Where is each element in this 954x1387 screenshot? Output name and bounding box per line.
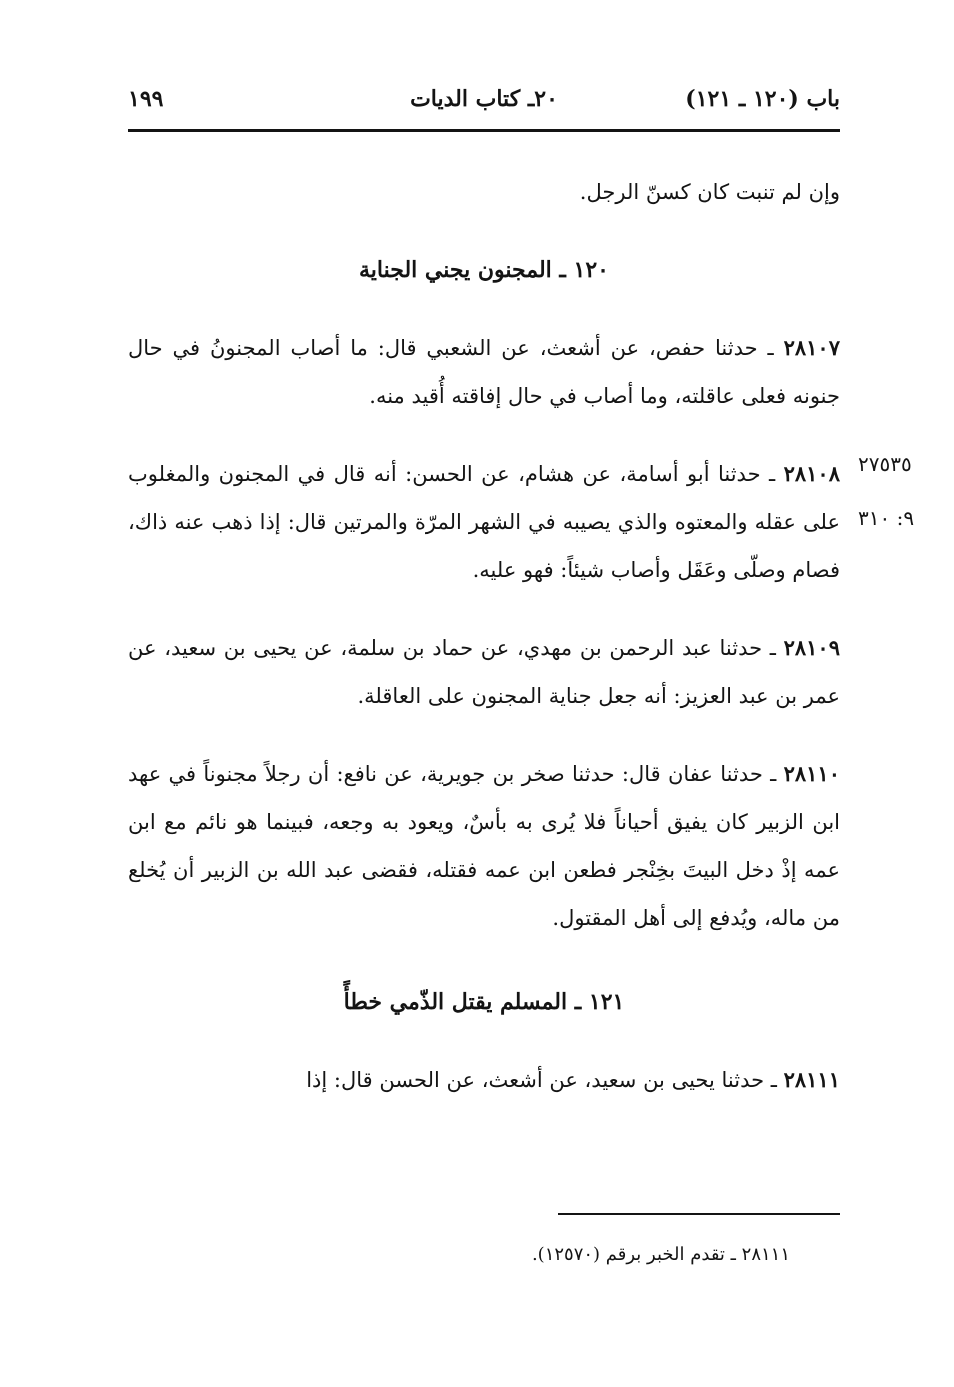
margin-reference-a: ٢٧٥٣٥ xyxy=(858,452,912,476)
header-rule xyxy=(128,129,840,132)
margin-reference-b: ٩: ٣١٠ xyxy=(858,506,915,530)
hadith-28111 xyxy=(128,1056,840,1104)
footnote: ٢٨١١١ ـ تقدم الخبر برقم (١٢٥٧٠). xyxy=(531,1244,790,1265)
hadith-number: ٢٨١٠٨ xyxy=(783,461,840,486)
hadith-28110 xyxy=(128,750,840,942)
hadith-28108 xyxy=(128,450,840,594)
page-number: ١٩٩ xyxy=(128,86,164,112)
section-121-heading: ١٢١ ـ المسلم يقتل الذّمي خطأً xyxy=(343,989,625,1015)
hadith-text: ـ حدثنا حفص، عن أشعث، عن الشعبي قال: ما أصاب المجنونُ في حال جنونه فعلى عاقلته، وما أصاب في حال إفاقته أُقيد منه. xyxy=(128,336,840,408)
hadith-28109 xyxy=(128,624,840,720)
hadith-text: ـ حدثنا يحيى بن سعيد، عن أشعث، عن الحسن قال: إذا xyxy=(306,1068,784,1092)
hadith-number: ٢٨١٠٩ xyxy=(783,635,840,660)
intro-line: وإن لم تنبت كان كسنّ الرجل. xyxy=(579,180,840,204)
hadith-number: ٢٨١٠٧ xyxy=(783,335,840,360)
page-body xyxy=(128,168,840,1104)
hadith-text: ـ حدثنا أبو أسامة، عن هشام، عن الحسن: أنه قال في المجنون والمغلوب على عقله والمعتوه والذي يصيبه في الشهر المرّة والمرتين قال: إذا ذهب عنه ذاك، فصام وصلّى وعَقَل وأصاب شيئاً: فهو عليه. xyxy=(128,462,840,582)
book-title: ٢٠ـ كتاب الديات xyxy=(410,86,558,112)
hadith-text: ـ حدثنا عبد الرحمن بن مهدي، عن حماد بن سلمة، عن يحيى بن سعيد، عن عمر بن عبد العزيز: أنه جعل جناية المجنون على العاقلة. xyxy=(128,636,840,708)
chapter-reference: باب (١٢٠ ـ ١٢١) xyxy=(685,86,840,112)
hadith-text: ـ حدثنا عفان قال: حدثنا صخر بن جويرية، عن نافع: أن رجلاً مجنوناً في عهد ابن الزبير كان يفيق أحياناً فلا يُرى به بأسٌ، ويعود به وجعه، فبينما هو نائم مع ابن عمه إذْ دخل البيتَ بخِنْجر فطعن ابن عمه فقتله، فقضى عبد الله بن الزبير أن يُخلع من ماله، ويُدفع إلى أهل المقتول. xyxy=(128,762,840,930)
hadith-number: ٢٨١١١ xyxy=(783,1067,840,1092)
hadith-28107 xyxy=(128,324,840,420)
section-120-heading: ١٢٠ ـ المجنون يجني الجناية xyxy=(358,257,609,283)
footnote-rule xyxy=(558,1213,840,1215)
hadith-number: ٢٨١١٠ xyxy=(783,761,840,786)
page-header xyxy=(128,86,840,120)
